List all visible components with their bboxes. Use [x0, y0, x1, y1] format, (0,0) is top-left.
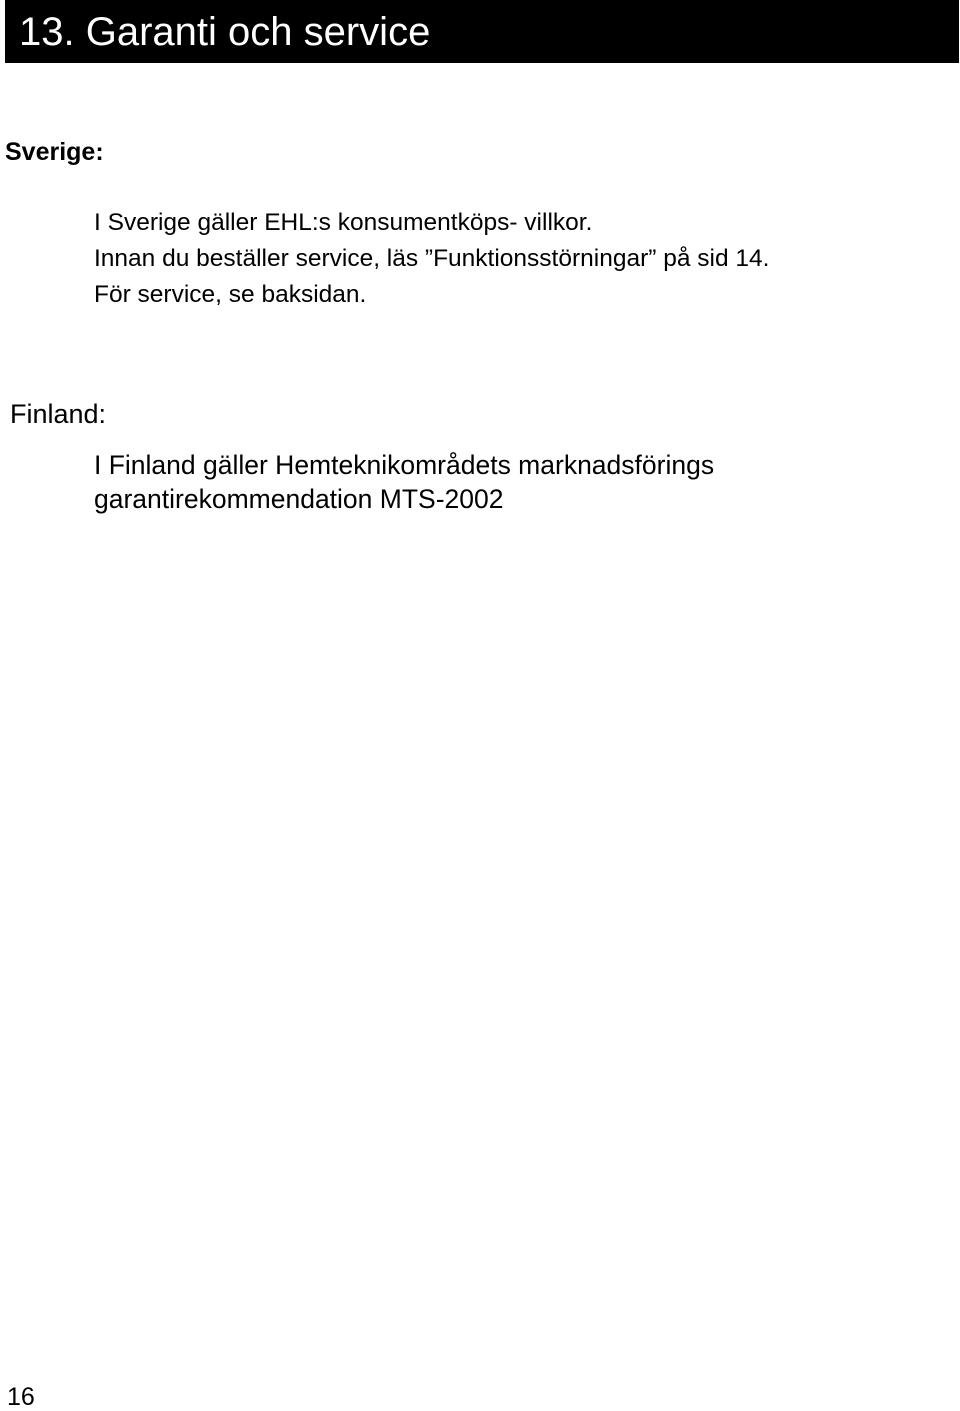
sverige-line: För service, se baksidan. [94, 281, 367, 308]
sverige-line: Innan du beställer service, läs ”Funktionsstörningar” på sid 14. [94, 245, 770, 272]
page-number: 16 [7, 1383, 35, 1411]
finland-line: I Finland gäller Hemteknikområdets marknadsförings [94, 450, 715, 480]
finland-heading: Finland: [10, 399, 107, 429]
sverige-line: I Sverige gäller EHL:s konsumentköps- villkor. [94, 209, 593, 236]
finland-paragraph [94, 448, 714, 516]
section-title-bar [5, 0, 959, 63]
finland-line: garantirekommendation MTS-2002 [94, 484, 504, 514]
sverige-paragraph [94, 205, 769, 313]
page-title: 13. Garanti och service [19, 10, 431, 54]
sverige-heading: Sverige: [5, 138, 104, 166]
